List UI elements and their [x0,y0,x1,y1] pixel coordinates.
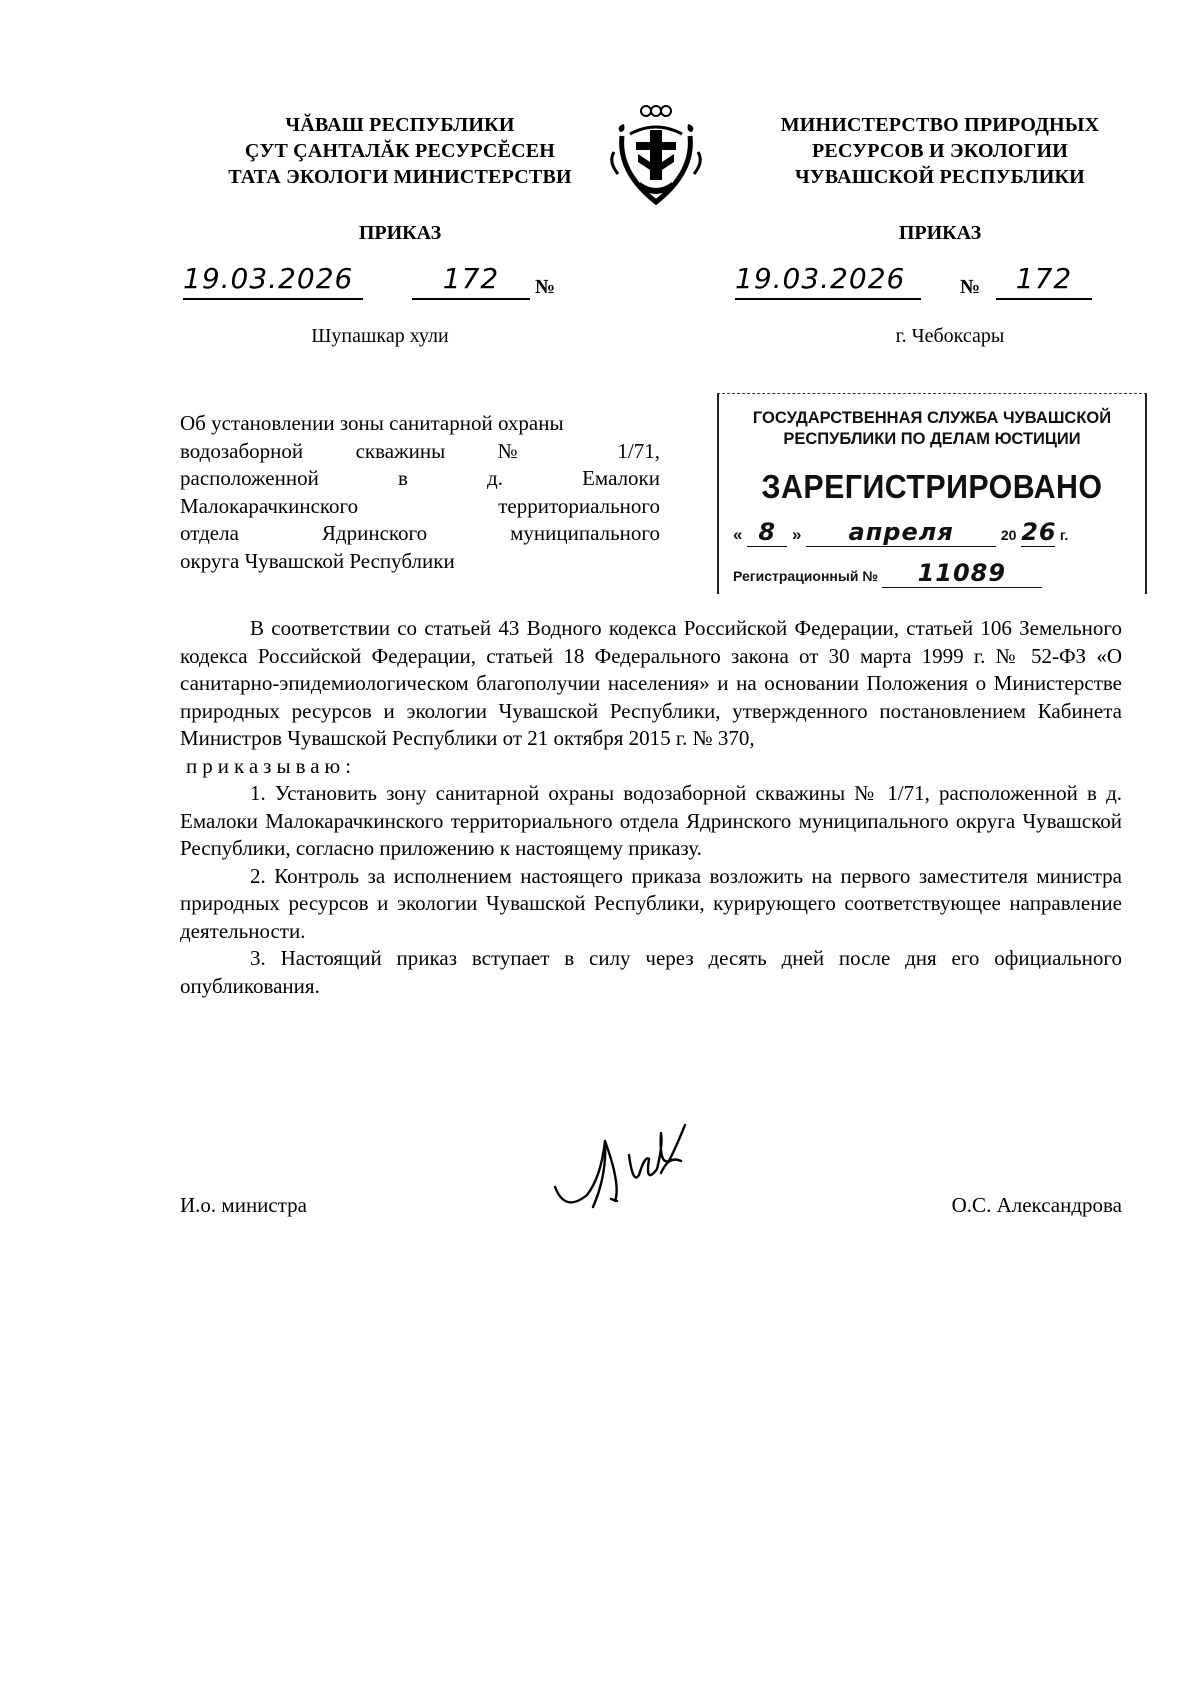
place-right: г. Чебоксары [895,325,1005,347]
subject-line: округа Чувашской Республики [180,548,455,573]
order-item-2: 2. Контроль за исполнением настоящего приказа возложить на первого заместителя министра природных ресурсов и экологии Чувашской Республики, курирующего соответствующее направление деятельности. [180,863,1122,943]
stamp-reg-label: Регистрационный № [733,568,878,584]
header-left-line1: ЧĂВАШ РЕСПУБЛИКИ [285,114,515,136]
header-right-line3: ЧУВАШСКОЙ РЕСПУБЛИКИ [795,166,1085,188]
stamp-status: ЗАРЕГИСТРИРОВАНО [761,468,1103,505]
preamble-paragraph: В соответствии со статьей 43 Водного кодекса Российской Федерации, статьей 106 Земельного кодекса Российской Федерации, статьей 18 Федерального закона от 30 марта 1999 г. № 52-ФЗ «О санитарно-эпидемиологическом благополучии населения» и на основании Положения о Министерстве природных ресурсов и экологии Чувашской Республики, утвержденного постановлением Кабинета Министров Чувашской Республики от 21 октября 2015 г. № 370, [180,616,1122,750]
stamp-authority [725,408,1139,450]
header-right-line2: РЕСУРСОВ И ЭКОЛОГИИ [812,140,1068,162]
order-body [180,615,1122,1000]
subject-line: расположенной в д. Емалоки [180,466,660,490]
order-title-right: ПРИКАЗ [898,222,982,244]
number-left: 172 [412,262,530,300]
signatory-position: И.о. министра [180,1193,307,1217]
registration-stamp [717,393,1147,594]
handwritten-signature-icon [545,1115,705,1215]
header-left [200,112,600,190]
order-title-left: ПРИКАЗ [358,222,442,244]
stamp-month: апреля [806,518,996,547]
date-left: 19.03.2026 [183,262,363,300]
stamp-year-prefix: 20 [1000,527,1017,543]
subject-line: водозаборной скважины № 1/71, [180,438,660,463]
stamp-day: 8 [747,518,787,547]
number-right: 172 [996,262,1092,300]
subject-line: Малокарачкинского территориального [180,493,660,518]
header-left-line2: ÇУТ ÇАНТАЛĂК РЕСУРСĔСЕН [244,140,556,162]
date-right: 19.03.2026 [735,262,921,300]
stamp-reg-number: 11089 [882,559,1042,588]
header-left-line3: ТАТА ЭКОЛОГИ МИНИСТЕРСТВИ [228,166,572,188]
order-subject [180,410,660,575]
stamp-year-unit: г. [1059,527,1069,543]
stamp-authority-line2: РЕСПУБЛИКИ ПО ДЕЛАМ ЮСТИЦИИ [783,430,1081,448]
header-right [740,112,1140,190]
header-right-line1: МИНИСТЕРСТВО ПРИРОДНЫХ [780,114,1100,136]
stamp-date-row [733,518,1133,547]
place-left: Шупашкар хули [311,325,449,347]
stamp-quote-close: » [791,525,802,544]
order-item-1: 1. Установить зону санитарной охраны водозаборной скважины № 1/71, расположенной в д. Емалоки Малокарачкинского территориального отдела Ядринского муниципального округа Чувашской Республики, согласно приложению к настоящему приказу. [180,781,1122,860]
order-word: приказываю: [186,753,357,778]
stamp-reg-row [733,559,1133,588]
stamp-authority-line1: ГОСУДАРСТВЕННАЯ СЛУЖБА ЧУВАШСКОЙ [752,409,1112,427]
subject-line: Об установлении зоны санитарной охраны [180,411,564,435]
stamp-year-suffix: 26 [1021,518,1057,546]
signatory-name: О.С. Александрова [951,1193,1122,1217]
number-sign-left: № [535,276,556,298]
number-sign-right: № [960,276,981,298]
order-item-3: 3. Настоящий приказ вступает в силу через десять дней после дня его официального опубликования. [180,946,1122,998]
subject-line: отдела Ядринского муниципального [180,521,660,545]
stamp-quote-open: « [733,525,743,544]
chuvash-coat-of-arms-icon [600,102,712,214]
